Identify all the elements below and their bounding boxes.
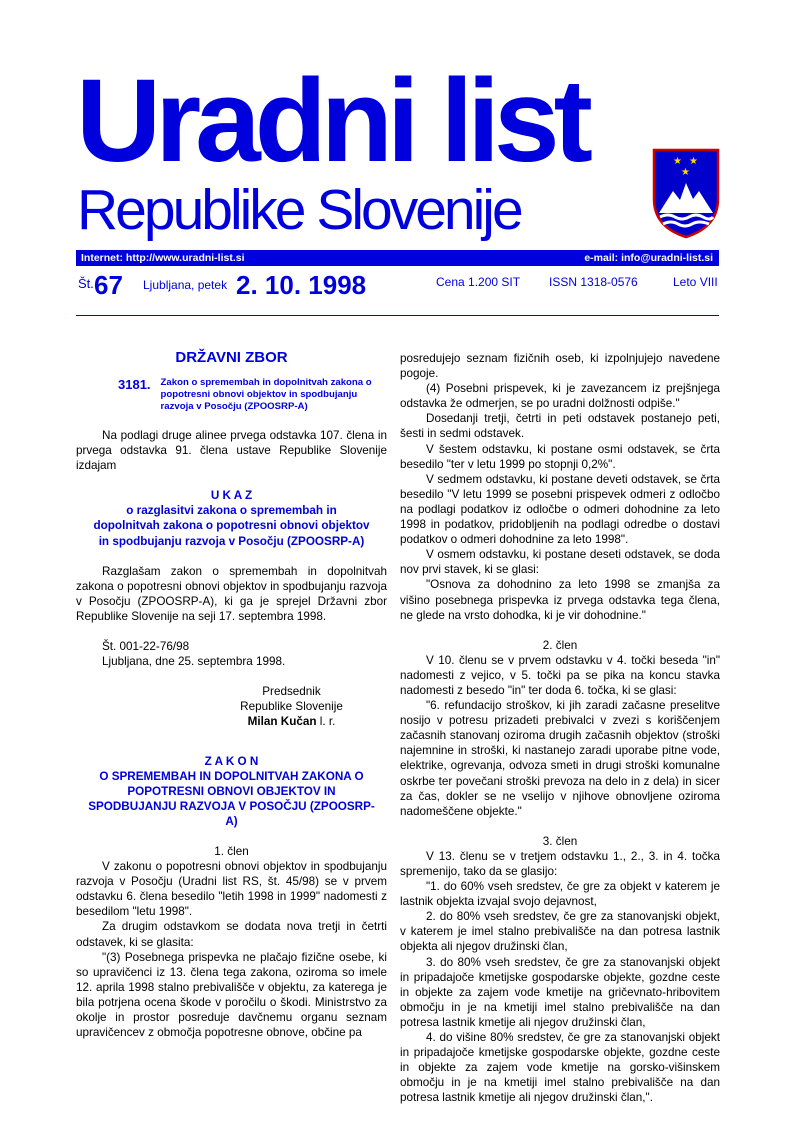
right-paragraph-4: V šestem odstavku, ki postane osmi odstavek, se črta besedilo "ter v letu 1999 po stopnji 0,2%".	[400, 442, 720, 471]
article-2-heading: 2. člen	[542, 638, 578, 652]
svg-text:★: ★	[681, 167, 690, 178]
reference-number: Št. 001-22-76/98	[102, 640, 190, 654]
right-paragraph-3: Dosedanji tretji, četrti in peti odstavek postanejo peti, šesti in sedmi odstavek.	[400, 412, 720, 441]
right-paragraph-12: 2. do 80% vseh sredstev, če gre za stanovanjski objekt, v katerem je imel stalno prebivališče na dan potresa lastnik objekta ali njegov družinski član,	[400, 910, 720, 954]
right-column	[400, 351, 720, 1106]
item-number: 3181.	[118, 377, 151, 392]
header-divider	[76, 315, 719, 316]
item-header	[76, 377, 387, 413]
zakon-heading: Z A K O N	[204, 754, 259, 768]
issue-number: 67	[94, 270, 123, 300]
section-heading: DRŽAVNI ZBOR	[175, 349, 288, 366]
right-paragraph-8: V 10. členu se v prvem odstavku v 4. točki beseda "in" nadomesti z vejico, v 5. točki pa se pika na koncu stavka nadomesti z besedo "in" ter doda 6. točka, ki se glasi:	[400, 653, 720, 697]
signature-block	[76, 684, 387, 729]
right-paragraph-11: "1. do 60% vseh sredstev, če gre za objekt v katerem je lastnik objekta izvajal svojo dejavnost,	[400, 880, 720, 909]
article-1-paragraph-2: Za drugim odstavkom se dodata nova tretji in četrti odstavek, ki se glasita:	[76, 920, 387, 949]
right-paragraph-2: (4) Posebni prispevek, ki je zavezancem iz prejšnjega odstavka že odmerjen, se po uradni dolžnosti odpiše."	[400, 382, 720, 411]
issue-place-day: Ljubljana, petek	[143, 278, 228, 292]
issue-year: Leto VIII	[673, 275, 718, 289]
coat-of-arms-icon	[651, 147, 721, 239]
article-1-paragraph-1: V zakonu o popotresni obnovi objektov in spodbujanju razvoja v Posočju (Uradni list RS, št. 45/98) se v prvem odstavku 6. člena besedilo "letih 1998 in 1999" nadomesti z besedilom "letu 1998".	[76, 860, 387, 919]
ukaz-heading: U K A Z	[210, 489, 253, 503]
svg-text:★: ★	[673, 156, 682, 167]
signature-suffix: l. r.	[316, 715, 336, 729]
right-paragraph-9: "6. refundacijo stroškov, ki jih zaradi začasne preselitve nosijo v potresu prizadeti prebivalci v zvezi s koriščenjem začasnih stanovanj oziroma drugih začasnih objektov (stroški najemnine in stroški, ki nastanejo zaradi uporabe pitne vode, elektrike, ogrevanja, odvoza smeti in drugi stroški komunalne oskrbe ter povečani stroški prevoza na delo in z dela) in sicer za čas, dokler se ne vselijo v njihove obnovljene oziroma nadomeščene objekte."	[400, 699, 720, 818]
signature-role: Predsednik	[262, 685, 321, 699]
signature-name: Milan Kučan	[247, 715, 317, 729]
article-1-paragraph-3: "(3) Posebnega prispevka ne plačajo fizične osebe, ki so upravičenci iz 13. člena tega zakona, oziroma so imele 12. aprila 1998 stalno prebivališče v objektu, za katerega je bila potrjena ocena škode v poročilu o škodi. Ministrstvo za okolje in prostor posreduje davčnemu organu seznam upravičencev z območja popotresne obnove, občine pa	[76, 950, 387, 1040]
intro-paragraph: Na podlagi druge alinee prvega odstavka 107. člena in prvega odstavka 91. člena ustave Republike Slovenije izdajam	[76, 429, 387, 473]
issue-number-label: Št.	[78, 276, 94, 291]
ukaz-title: o razglasitvi zakona o spremembah in dopolnitvah zakona o popotresni obnovi objektov in spodbujanju razvoja v Posočju (ZPOOSRP-A)	[93, 504, 370, 548]
signature-institution: Republike Slovenije	[240, 700, 343, 714]
right-paragraph-6: V osmem odstavku, ki postane deseti odstavek, se doda nov prvi stavek, ki se glasi:	[400, 548, 720, 577]
masthead-subtitle: Republike Slovenije	[77, 178, 521, 242]
contact-bar	[76, 250, 719, 266]
right-paragraph-7: "Osnova za dohodnino za leto 1998 se zmanjša za višino posebnega prispevka iz prvega odstavka tega člena, ne glede na vrsto dohodka, ki je vir dohodnine."	[400, 578, 720, 622]
right-paragraph-13: 3. do 80% vseh sredstev, če gre za stanovanjski objekt in pripadajoče kmetijske gospodarske objekte, gozdne ceste in objekte za zajem vode kmetije na gričevnato-hribovitem območju in je na kmetiji imel stalno prebivališče na dan potresa lastnik kmetije ali njegov družinski član,	[400, 955, 720, 1029]
internet-link[interactable]: Internet: http://www.uradni-list.si	[81, 252, 245, 264]
right-paragraph-5: V sedmem odstavku, ki postane deveti odstavek, se črta besedilo "V letu 1999 se posebni prispevek odmeri z odločbo na podlagi podatkov iz odločbe o odmeri dohodnine za leto 1998 in podatkov, pridobljenih na podlagi odredbe o dostavi podatkov o odmeri dohodnine za leto 1998".	[400, 472, 720, 547]
place-date: Ljubljana, dne 25. septembra 1998.	[102, 655, 286, 669]
left-column	[76, 348, 387, 1040]
issue-issn: ISSN 1318-0576	[549, 275, 638, 289]
article-1-heading: 1. člen	[214, 844, 249, 858]
right-paragraph-10: V 13. členu se v tretjem odstavku 1., 2., 3. in 4. točka spremenijo, tako da se glasijo:	[400, 849, 720, 878]
right-paragraph-14: 4. do višine 80% sredstev, če gre za stanovanjski objekt in pripadajoče kmetijske gospodarske objekte, gozdne ceste in objekte za zajem vode kmetije na gorsko-višinskem območju in je na kmetiji imel stalno prebivališče na dan potresa lastnik kmetije ali njegov družinski član,".	[400, 1031, 720, 1105]
right-paragraph-1: posredujejo seznam fizičnih oseb, ki izpolnjujejo navedene pogoje.	[400, 352, 720, 381]
masthead-title: Uradni list	[76, 55, 587, 187]
issue-date: 2. 10. 1998	[236, 270, 367, 300]
ukaz-paragraph: Razglašam zakon o spremembah in dopolnitvah zakona o popotresni obnovi objektov in spodbujanju razvoja v Posočju (ZPOOSRP-A), ki ga je sprejel Državni zbor Republike Slovenije na seji 17. septembra 1998.	[76, 564, 387, 623]
zakon-title: O SPREMEMBAH IN DOPOLNITVAH ZAKONA O POPOTRESNI OBNOVI OBJEKTOV IN SPODBUJANJU RAZVOJA V POSOČJU (ZPOOSRP-A)	[88, 769, 375, 828]
svg-text:★: ★	[689, 156, 698, 167]
email-link[interactable]: e-mail: info@uradni-list.si	[584, 252, 713, 264]
article-3-heading: 3. člen	[542, 834, 578, 848]
issue-price: Cena 1.200 SIT	[436, 275, 521, 289]
item-title: Zakon o spremembah in dopolnitvah zakona o popotresni obnovi objektov in spodbujanju razvoja v Posočju (ZPOOSRP-A)	[160, 377, 372, 412]
